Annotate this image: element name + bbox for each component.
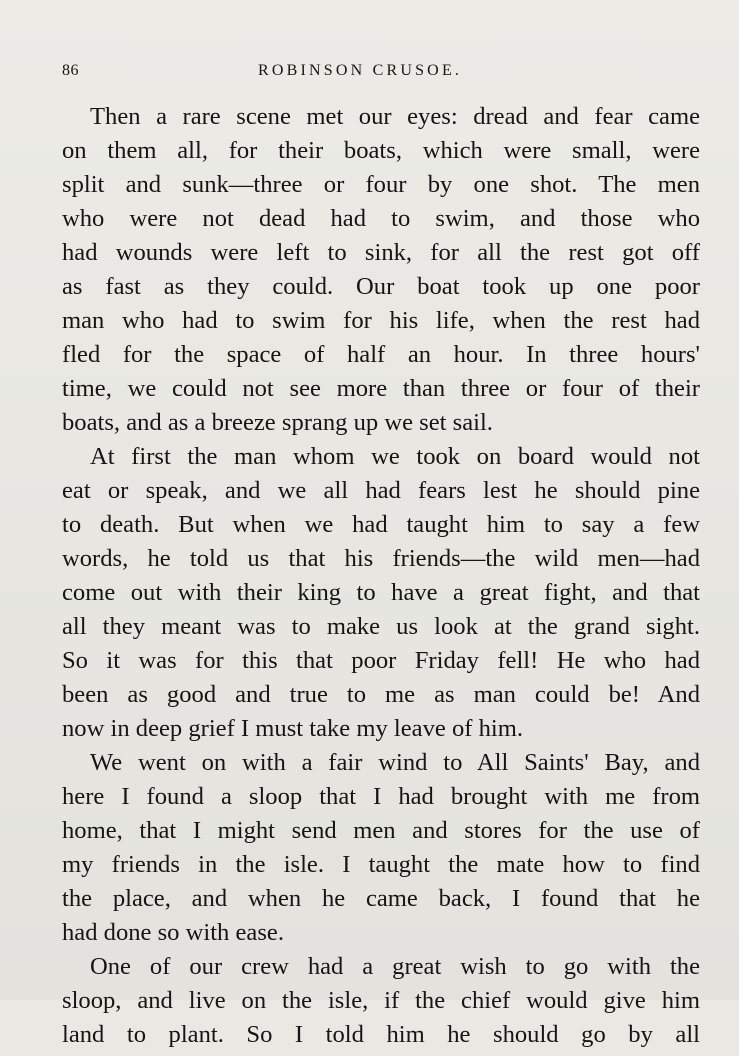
- text-line: split and sunk—three or four by one shot. The men: [62, 171, 700, 198]
- text-line: So it was for this that poor Friday fell! He who had: [62, 647, 700, 674]
- text-line: At first the man whom we took on board would not: [90, 443, 700, 470]
- text-line: home, that I might send men and stores for the use of: [62, 817, 700, 844]
- body-text: [62, 104, 700, 1056]
- text-line: fled for the space of half an hour. In three hours': [62, 341, 700, 368]
- text-line: as fast as they could. Our boat took up one poor: [62, 273, 700, 300]
- text-line: here I found a sloop that I had brought with me from: [62, 783, 700, 810]
- text-line: come out with their king to have a great fight, and that: [62, 579, 700, 606]
- text-line: time, we could not see more than three or four of their: [62, 375, 700, 402]
- text-line: the place, and when he came back, I found that he: [62, 885, 700, 912]
- text-line: Then a rare scene met our eyes: dread and fear came: [90, 103, 700, 130]
- text-line: land to plant. So I told him he should go by all: [62, 1021, 700, 1048]
- text-line: all they meant was to make us look at the grand sight.: [62, 613, 700, 640]
- text-line: been as good and true to me as man could be! And: [62, 681, 700, 708]
- text-line: One of our crew had a great wish to go with the: [90, 953, 700, 980]
- text-line: had done so with ease.: [62, 919, 284, 946]
- text-line: had wounds were left to sink, for all the rest got off: [62, 239, 700, 266]
- text-line: eat or speak, and we all had fears lest he should pine: [62, 477, 700, 504]
- running-head: [62, 62, 702, 84]
- text-line: sloop, and live on the isle, if the chief would give him: [62, 987, 700, 1014]
- text-line: who were not dead had to swim, and those who: [62, 205, 700, 232]
- page-number: 86: [62, 62, 79, 79]
- text-line: to death. But when we had taught him to say a few: [62, 511, 700, 538]
- running-title: ROBINSON CRUSOE.: [258, 62, 463, 79]
- text-line: We went on with a fair wind to All Saints' Bay, and: [90, 749, 700, 776]
- text-line: on them all, for their boats, which were small, were: [62, 137, 700, 164]
- text-line: words, he told us that his friends—the wild men—had: [62, 545, 700, 572]
- text-line: now in deep grief I must take my leave of him.: [62, 715, 524, 742]
- text-line: my friends in the isle. I taught the mate how to find: [62, 851, 700, 878]
- text-line: man who had to swim for his life, when the rest had: [62, 307, 700, 334]
- text-line: boats, and as a breeze sprang up we set sail.: [62, 409, 493, 436]
